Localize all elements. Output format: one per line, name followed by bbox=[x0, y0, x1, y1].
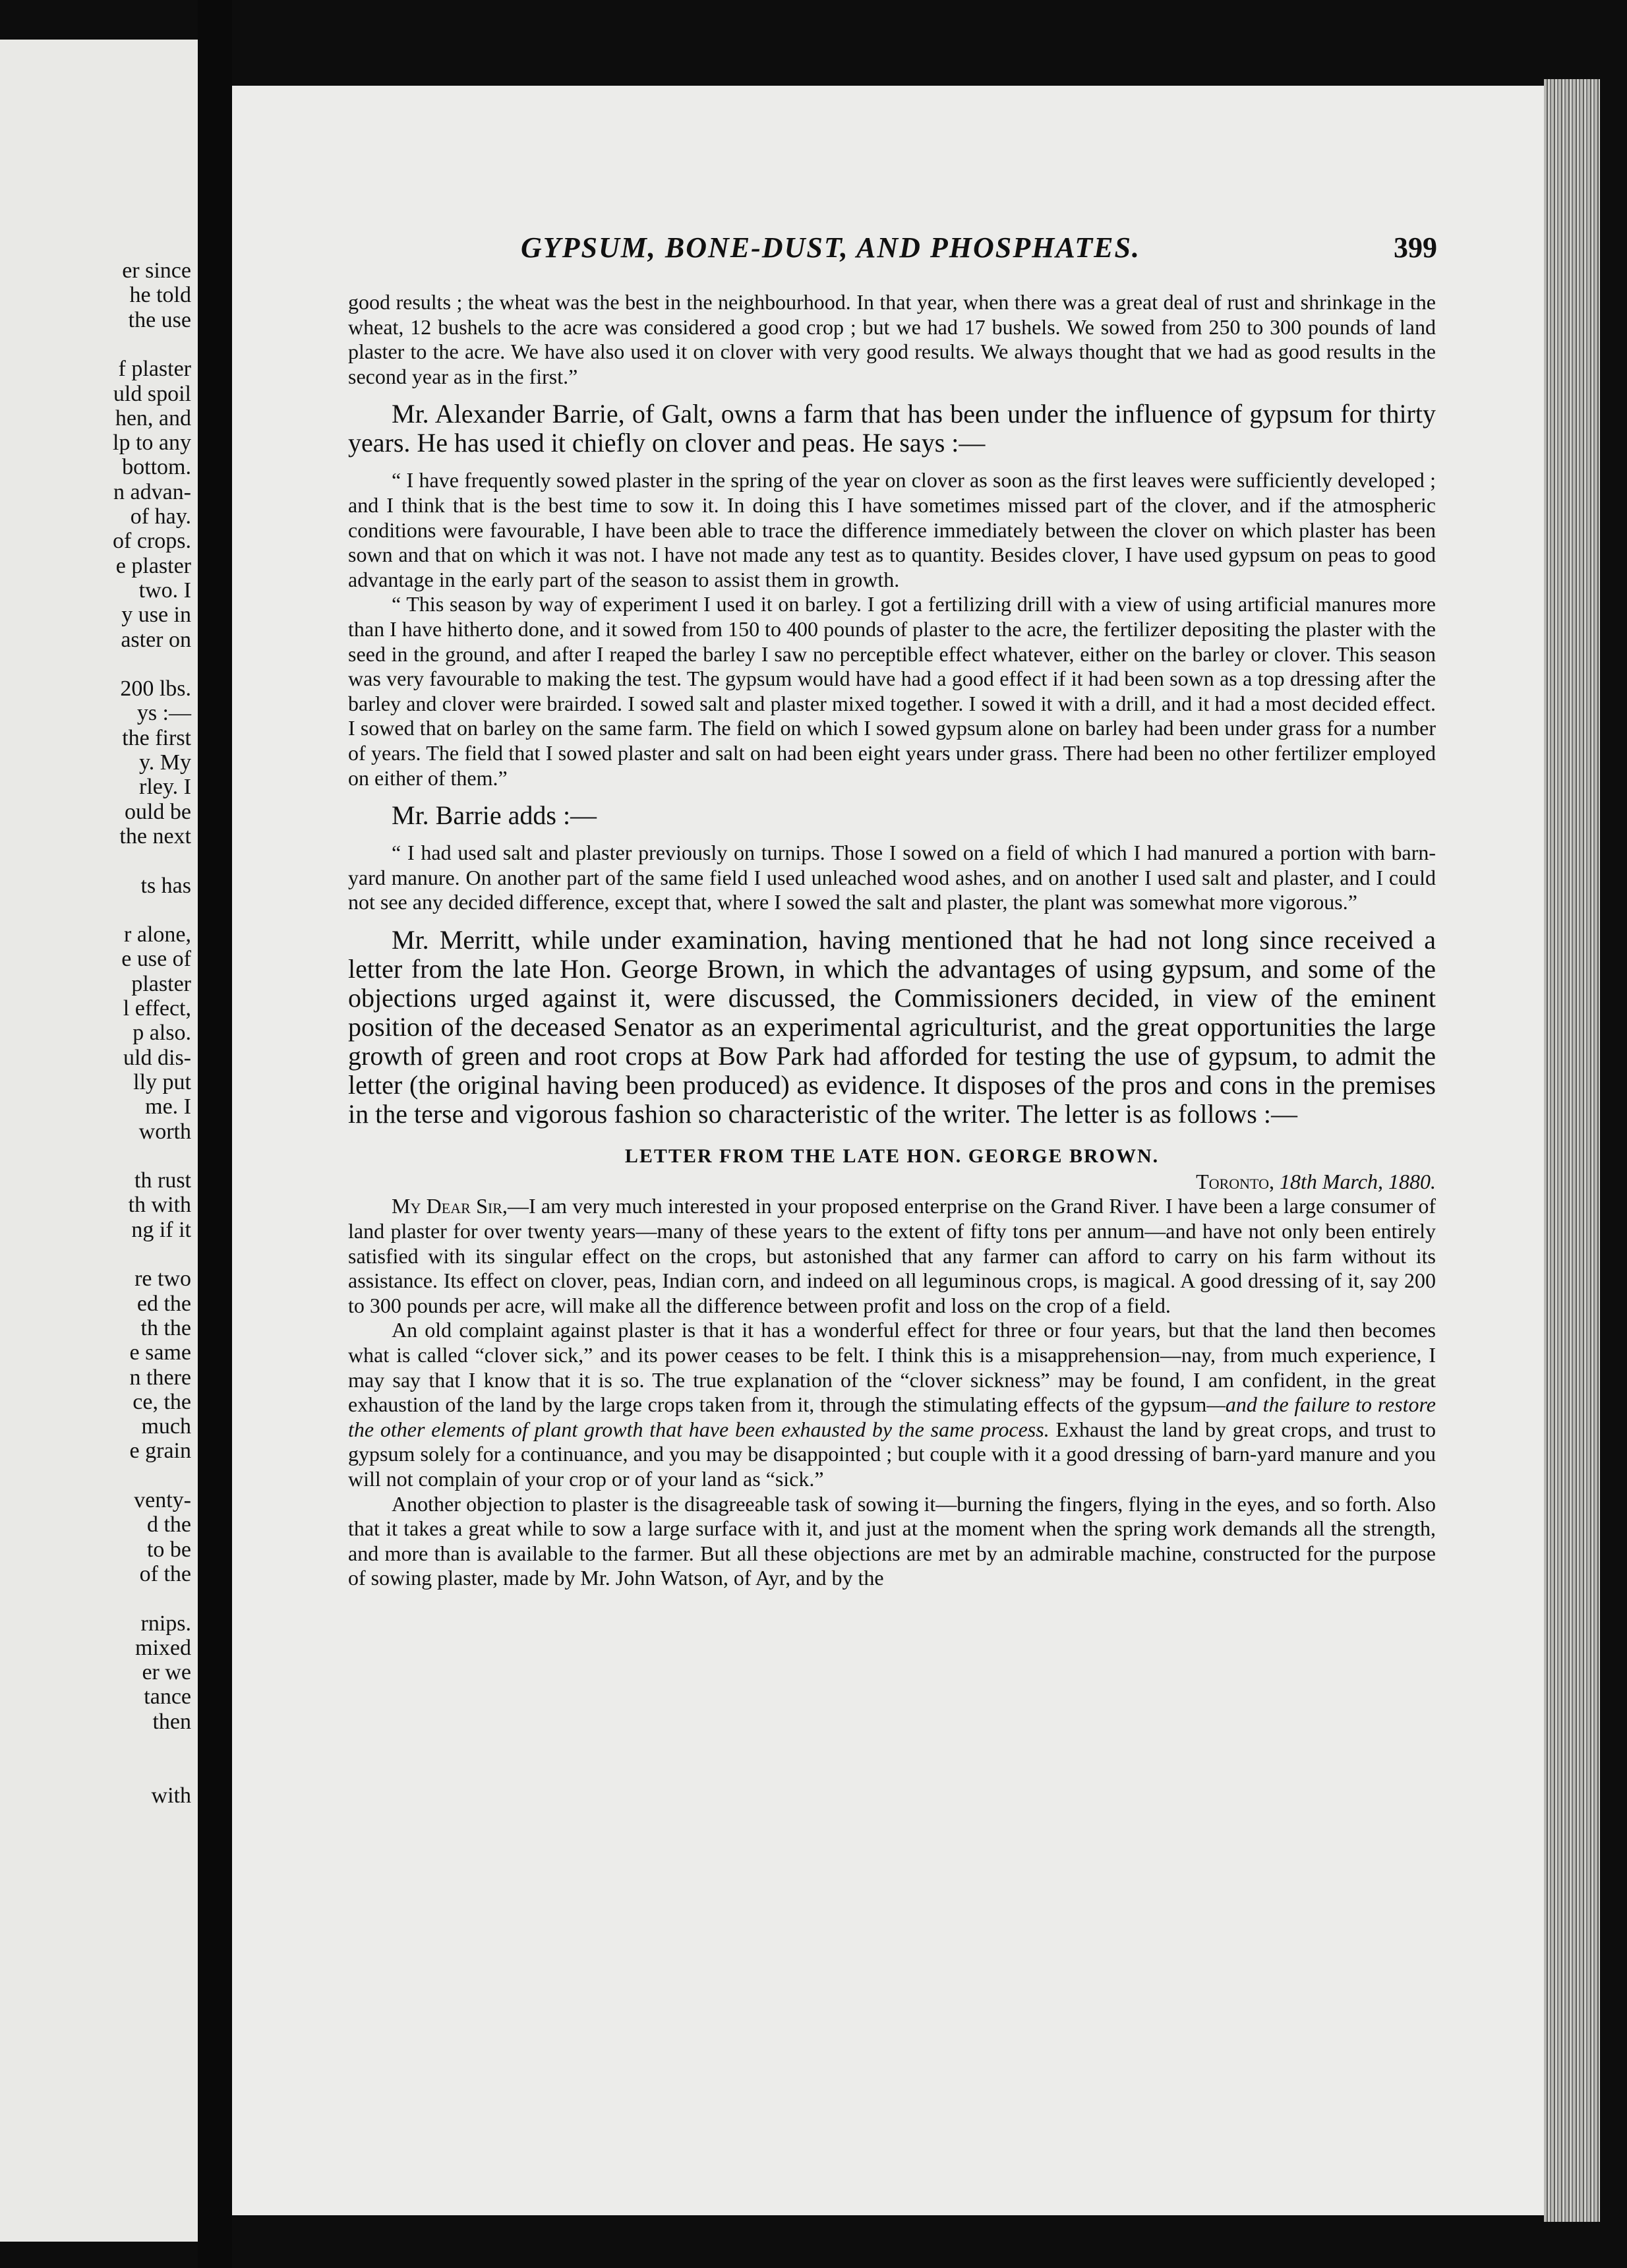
facing-page-text: y. My bbox=[138, 750, 191, 775]
page-body bbox=[348, 290, 1436, 1591]
page-edges bbox=[1544, 79, 1600, 2222]
running-title: GYPSUM, BONE-DUST, AND PHOSPHATES. bbox=[521, 231, 1140, 264]
letter-date: 18th March, 1880. bbox=[1279, 1169, 1436, 1193]
facing-page-text: to be bbox=[146, 1537, 191, 1562]
facing-page-text: e grain bbox=[129, 1439, 191, 1464]
facing-page-text: of the bbox=[139, 1561, 191, 1586]
facing-page-text: lp to any bbox=[113, 431, 191, 456]
facing-page-fragment bbox=[0, 40, 198, 2242]
facing-page-text: bottom. bbox=[122, 455, 191, 480]
facing-page-text: ts has bbox=[140, 873, 191, 898]
paragraph: Mr. Barrie adds :— bbox=[392, 800, 597, 831]
facing-page-text: re two bbox=[134, 1267, 191, 1292]
paragraph: Mr. Alexander Barrie, of Galt, owns a farm that has been under the influence of gypsum for thirty years. He has used it chiefly on clover and peas. He says :— bbox=[348, 399, 1436, 458]
facing-page-text: he told bbox=[129, 283, 191, 308]
facing-page-text: the next bbox=[119, 823, 191, 849]
facing-page-text: worth bbox=[138, 1119, 191, 1144]
page-header bbox=[316, 231, 1437, 270]
letter-place: Toronto, bbox=[1196, 1169, 1274, 1193]
facing-page-text: f plaster bbox=[118, 357, 191, 382]
italic-text: —and the failure to restore the other elements of plant growth that have been exhausted by the same process. bbox=[348, 1392, 1436, 1441]
quote-paragraph: “ I had used salt and plaster previously on turnips. Those I sowed on a field of which I had manured a portion with barn-yard manure. On another part of the same field I used unleached wood ashes, and on another I used salt and plaster, and I could not see any decided difference, except that, where I sowed the salt and plaster, the plant was somewhat more vigorous.” bbox=[348, 841, 1436, 914]
facing-page-text: er since bbox=[122, 258, 191, 283]
facing-page-text: uld dis- bbox=[123, 1045, 191, 1070]
facing-page-text: then bbox=[152, 1709, 191, 1734]
book-gutter bbox=[198, 0, 232, 2268]
page-number: 399 bbox=[1394, 231, 1437, 264]
facing-page-text: rnips. bbox=[140, 1611, 191, 1636]
facing-page-text: two. I bbox=[138, 578, 191, 603]
facing-page-text: uld spoil bbox=[113, 381, 191, 406]
facing-page-text: of crops. bbox=[113, 529, 191, 554]
facing-page-text: ng if it bbox=[131, 1217, 191, 1242]
quote-paragraph: “ I have frequently sowed plaster in the spring of the year on clover as soon as the first leaves were sufficiently developed ; and I think that is the best time to sow it. In doing this I have sometimes missed part of the clover, and if the atmospheric conditions were favourable, I have been able to trace the difference immediately between the clover on which plaster has been sown and that on which it was not. I have not made any test as to quantity. Besides clover, I have used gypsum on peas to good advantage in the early part of the season to assist them in growth. bbox=[348, 468, 1436, 591]
facing-page-text: r alone, bbox=[124, 922, 191, 947]
facing-page-text: y use in bbox=[121, 603, 191, 628]
facing-page-text: 200 lbs. bbox=[120, 676, 191, 701]
facing-page-text: venty- bbox=[134, 1488, 191, 1512]
paragraph: Mr. Merritt, while under examination, having mentioned that he had not long since received a letter from the late Hon. George Brown, in which the advantages of using gypsum, and some of the objections urged against it, were discussed, the Commissioners decided, in view of the eminent position of the deceased Senator as an experimental agriculturist, and the great opportunities the large growth of green and root crops at Bow Park had afforded for testing the use of gypsum, to admit the letter (the original having been produced) as evidence. It disposes of the pros and cons in the premises in the terse and vigorous fashion so characteristic of the writer. The letter is as follows :— bbox=[348, 924, 1436, 1129]
facing-page-text: n there bbox=[129, 1365, 191, 1390]
facing-page-text: ce, the bbox=[133, 1389, 191, 1414]
facing-page-text: ould be bbox=[124, 799, 191, 824]
facing-page-text: th with bbox=[128, 1193, 191, 1218]
letter-text: —I am very much interested in your proposed enterprise on the Grand River. I have been a large consumer of land plaster for over twenty years—many of these years to the extent of fifty tons per annum—and have not only been entirely satisfied with its singular effect on the crops, but astonished that any farmer can afford to carry on his farm without its assistance. Its effect on clover, peas, Indian corn, and indeed on all leguminous crops, is magical. A good dressing of it, say 200 to 300 pounds per acre, will make all the difference between profit and loss on the crop of a field. bbox=[348, 1194, 1436, 1317]
facing-page-text: mixed bbox=[135, 1635, 191, 1660]
salutation: My Dear Sir, bbox=[392, 1194, 508, 1218]
facing-page-text: e use of bbox=[121, 947, 191, 972]
quote-paragraph: “ This season by way of experiment I used it on barley. I got a fertilizing drill with a view of using artificial manures more than I have hitherto done, and it sowed from 150 to 400 pounds of plaster to the acre, the fertilizer depositing the plaster with the seed in the ground, and after I reaped the barley I saw no perceptible effect whatever, either on the barley or clover. This season was very favourable to making the test. The gypsum would have had a good effect if it had been sown as a top dressing after the barley and clover were brairded. I sowed salt and plaster mixed together. I sowed it with a drill, and it had a most decided effect. I sowed that on barley on the same farm. The field on which I sowed gypsum alone on barley had been under grass for a number of years. The field that I sowed plaster and salt on had been eight years under grass. There had been no other fertilizer employed on either of them.” bbox=[348, 592, 1436, 790]
facing-page-text: aster on bbox=[121, 627, 191, 652]
facing-page-text: th rust bbox=[134, 1168, 191, 1193]
facing-page-text: tance bbox=[144, 1685, 191, 1710]
facing-page-text: er we bbox=[142, 1660, 191, 1685]
facing-page-text: me. I bbox=[145, 1094, 191, 1119]
facing-page-text: rley. I bbox=[139, 775, 191, 800]
facing-page-text: the use bbox=[128, 307, 191, 332]
facing-page-text: th the bbox=[140, 1315, 191, 1340]
letter-paragraph: Another objection to plaster is the disagreeable task of sowing it—burning the fingers, flying in the eyes, and so forth. Also that it takes a great while to sow a large surface with it, and just at the moment when the spring work demands all the strength, and more than is available to the farmer. But all these objections are met by an admirable machine, constructed for the purpose of sowing plaster, made by Mr. John Watson, of Ayr, and by the bbox=[348, 1491, 1436, 1590]
facing-page-text: ed the bbox=[136, 1291, 191, 1316]
facing-page-text: plaster bbox=[131, 971, 191, 996]
facing-page-text: l effect, bbox=[123, 996, 191, 1021]
letter-text: An old complaint against plaster is that it has a wonderful effect for three or four years, but that the land then becomes what is called “clover sick,” and its power ceases to be felt. I think this is a misapprehension—nay, from much experience, I may say that I know that it is so. The true explanation of the “clover sickness” may be found, I am confident, in the great exhaustion of the land by the large crops taken from it, through the stimulating effects of the gypsum bbox=[348, 1318, 1436, 1417]
facing-page-text: n advan- bbox=[113, 479, 191, 504]
facing-page-text: ys :— bbox=[136, 701, 191, 726]
facing-page-text: d the bbox=[146, 1512, 191, 1537]
facing-page-text: with bbox=[151, 1783, 191, 1808]
facing-page-text: of hay. bbox=[130, 504, 191, 529]
letter-dateline bbox=[348, 1170, 1436, 1195]
facing-page-text: e same bbox=[129, 1340, 191, 1365]
letter-text: Exhaust the land by great crops, and trust to gypsum solely for a continuance, and you may be disappointed ; but couple with it a good dressing of barn-yard manure and you will not complain of your crop or of your land as “sick.” bbox=[348, 1417, 1436, 1491]
facing-page-text: the first bbox=[122, 725, 191, 750]
facing-page-text: p also. bbox=[133, 1021, 191, 1046]
letter-paragraph bbox=[348, 1318, 1436, 1491]
facing-page-text: hen, and bbox=[115, 405, 191, 431]
facing-page-text: much bbox=[141, 1414, 191, 1439]
letter-heading: LETTER FROM THE LATE HON. GEORGE BROWN. bbox=[624, 1145, 1160, 1167]
letter-paragraph bbox=[348, 1194, 1436, 1318]
facing-page-text: e plaster bbox=[115, 553, 191, 578]
facing-page-text: lly put bbox=[133, 1069, 191, 1094]
paragraph: good results ; the wheat was the best in the neighbourhood. In that year, when there was a great deal of rust and shrinkage in the wheat, 12 bushels to the acre was considered a good crop ; but we had 17 bushels. We sowed from 250 to 300 pounds of land plaster to the acre. We have also used it on clover with very good results. We always thought that we had as good results in the second year as in the first.” bbox=[348, 290, 1436, 388]
